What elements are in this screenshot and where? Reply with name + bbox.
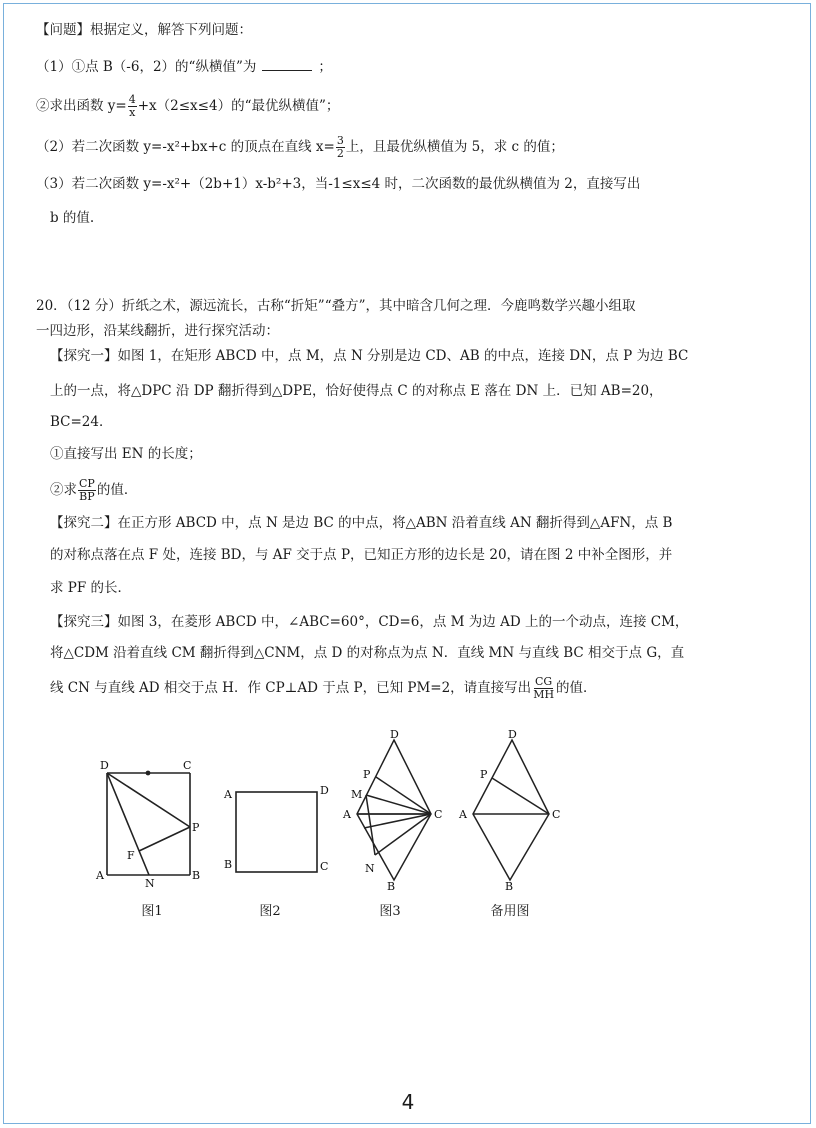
p19-q1a-text: （1）①点 B（-6，2）的“纵横值”为: [36, 59, 257, 75]
label-b: B: [224, 858, 233, 871]
p19-q1a-end: ；: [318, 59, 332, 75]
explore1-q2: [50, 478, 137, 503]
p19-q1b-pre: ②求出函数 y=: [36, 98, 127, 114]
fraction-cp-over-bp: [78, 478, 96, 503]
explore1-q2-pre: ②求: [50, 482, 77, 498]
frac-den: MH: [533, 688, 555, 701]
explore3-line1: 【探究三】如图 3，在菱形 ABCD 中，∠ABC=60°，CD=6，点 M 为边 AD 上的一个动点，连接 CM，: [50, 614, 689, 630]
label-c: C: [552, 808, 561, 821]
label-a: A: [224, 788, 232, 801]
label-f: F: [127, 849, 135, 862]
figure-4: [455, 728, 575, 897]
frac-den: BP: [79, 490, 95, 503]
label-d: D: [320, 784, 329, 797]
figure-3-caption: 图3: [379, 904, 401, 919]
frac-num: CP: [79, 477, 95, 490]
p20-intro-line2: 一四边形，沿某线翻折，进行探究活动：: [36, 323, 279, 339]
p19-q1a: [36, 57, 332, 77]
explore1-q1: ①直接写出 EN 的长度；: [50, 446, 202, 462]
label-a: A: [459, 808, 467, 821]
point-m: [146, 771, 151, 776]
figure-4-diagram: [455, 728, 575, 893]
explore3-line3: [50, 676, 597, 701]
label-d: D: [100, 759, 109, 772]
p19-q2: [36, 135, 564, 160]
figure-2: [222, 778, 332, 882]
frac-num: 4: [128, 93, 136, 106]
explore1-line3: BC=24．: [50, 414, 113, 430]
figure-2-caption: 图2: [259, 904, 281, 919]
p19-intro: 【问题】根据定义，解答下列问题：: [36, 22, 252, 38]
fraction-3-over-2: [336, 135, 345, 160]
frac-den: 2: [336, 147, 344, 160]
segment-cm: [366, 795, 431, 814]
p19-q2-pre: （2）若二次函数 y=-x²+bx+c 的顶点在直线 x=: [36, 139, 335, 155]
figure-3-diagram: [337, 728, 457, 893]
segment-ep: [139, 827, 190, 851]
rhombus-abcd: [473, 740, 549, 880]
label-b: B: [505, 880, 514, 893]
explore2-line3: 求 PF 的长．: [50, 580, 132, 596]
label-c: C: [434, 808, 443, 821]
p20-intro-line1: 20．（12 分）折纸之术，源远流长，古称“折矩”“叠方”，其中暗含几何之理．今鹿鸣数学兴趣小组取: [36, 298, 636, 314]
explore3-line3-pre: 线 CN 与直线 AD 相交于点 H．作 CP⊥AD 于点 P，已知 PM=2，请直接写出: [50, 680, 532, 696]
explore3-line3-post: 的值．: [556, 680, 597, 696]
answer-blank[interactable]: [262, 58, 312, 71]
figure-1-diagram: [95, 755, 205, 895]
segment-cp: [376, 777, 431, 814]
fraction-4-over-x: [128, 94, 137, 119]
label-a: A: [96, 869, 104, 882]
label-p: P: [480, 768, 488, 781]
label-m: M: [351, 788, 363, 801]
label-n: N: [365, 862, 375, 875]
explore1-line1: 【探究一】如图 1，在矩形 ABCD 中，点 M，点 N 分别是边 CD、AB 的中点，连接 DN，点 P 为边 BC: [50, 348, 689, 364]
frac-num: 3: [336, 134, 344, 147]
label-d: D: [508, 728, 517, 741]
label-b: B: [192, 869, 201, 882]
label-p: P: [363, 768, 371, 781]
figure-3: [337, 728, 457, 897]
explore1-q2-post: 的值．: [96, 482, 138, 498]
segment-dp: [107, 773, 190, 827]
explore3-line2: 将△CDM 沿着直线 CM 翻折得到△CNM，点 D 的对称点为点 N．直线 MN 与直线 BC 相交于点 G，直: [50, 645, 685, 661]
figure-1: [95, 755, 205, 899]
label-c: C: [320, 860, 329, 873]
label-a: A: [343, 808, 351, 821]
figure-1-caption: 图1: [141, 904, 163, 919]
explore2-line2: 的对称点落在点 F 处，连接 BD，与 AF 交于点 P，已知正方形的边长是 20，请在图 2 中补全图形，并: [50, 547, 673, 563]
label-n: N: [145, 877, 155, 890]
label-p: P: [192, 821, 200, 834]
explore2-line1: 【探究二】在正方形 ABCD 中，点 N 是边 BC 的中点，将△ABN 沿着直线 AN 翻折得到△AFN，点 B: [50, 515, 673, 531]
p19-q2-post: 上，且最优纵横值为 5，求 c 的值；: [345, 139, 564, 155]
p19-q3-line1: （3）若二次函数 y=-x²+（2b+1）x-b²+3，当-1≤x≤4 时，二次函数的最优纵横值为 2，直接写出: [36, 176, 641, 192]
label-d: D: [390, 728, 399, 741]
frac-den: x: [129, 106, 136, 119]
fraction-cg-over-mh: [532, 676, 555, 701]
p19-q1b: [36, 94, 339, 119]
segment-mn: [366, 795, 375, 855]
label-c: C: [183, 759, 192, 772]
square-abcd: [236, 792, 317, 872]
p19-q3-line2: b 的值.: [50, 210, 95, 226]
p19-q1b-post: +x（2≤x≤4）的“最优纵横值”；: [137, 98, 340, 114]
page-number: 4: [401, 1090, 415, 1114]
figure-2-diagram: [222, 778, 332, 878]
frac-num: CG: [535, 675, 553, 688]
figure-4-caption: 备用图: [490, 904, 530, 919]
label-b: B: [387, 880, 396, 893]
explore1-line2: 上的一点，将△DPC 沿 DP 翻折得到△DPE，恰好使得点 C 的对称点 E 落在 DN 上．已知 AB=20，: [50, 383, 663, 399]
